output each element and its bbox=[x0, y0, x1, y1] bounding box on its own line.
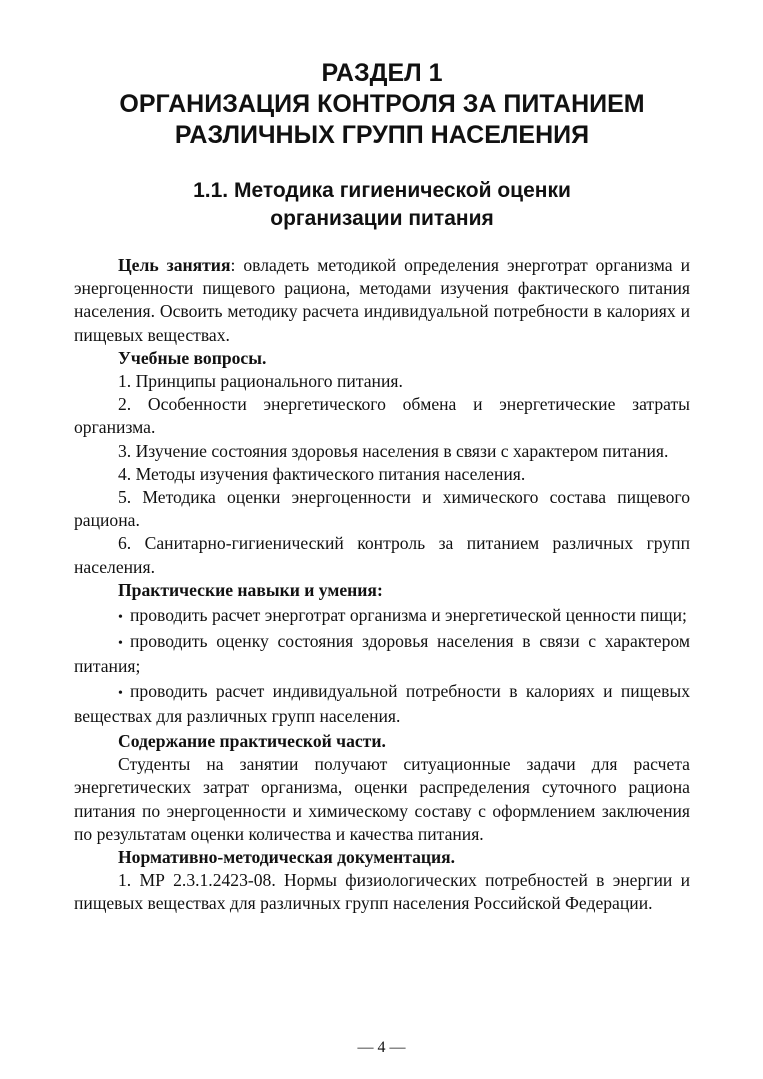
section-title bbox=[74, 58, 690, 151]
document-page bbox=[74, 52, 690, 916]
question-item: 5. Методика оценки энергоценности и химического состава пищевого рациона. bbox=[74, 487, 690, 531]
section-title-line-2: ОРГАНИЗАЦИЯ КОНТРОЛЯ ЗА ПИТАНИЕМ bbox=[119, 90, 645, 118]
section-title-line-1: РАЗДЕЛ 1 bbox=[321, 59, 443, 87]
goal-text: : овладеть методикой определения энерготрат организма и энергоценности пищевого рациона, методами изучения фактического питания населения. Освоить методику расчета индивидуальной потребности в калориях и пищевых веществах. bbox=[74, 255, 690, 345]
skill-item bbox=[74, 604, 690, 629]
skill-item bbox=[74, 680, 690, 728]
bullet-icon: • bbox=[118, 686, 123, 702]
question-item: 4. Методы изучения фактического питания населения. bbox=[118, 463, 526, 484]
page-number: — 4 — bbox=[357, 1039, 406, 1056]
question-item: 6. Санитарно-гигиенический контроль за питанием различных групп населения. bbox=[74, 533, 690, 577]
question-item: 3. Изучение состояния здоровья населения в связи с характером питания. bbox=[118, 440, 669, 461]
skill-text: проводить оценку состояния здоровья населения в связи с характером питания; bbox=[74, 631, 690, 677]
docs-heading: Нормативно-методическая документация. bbox=[118, 847, 456, 868]
skill-text: проводить расчет индивидуальной потребности в калориях и пищевых веществах для различных групп населения. bbox=[74, 681, 690, 727]
docs-item: 1. МР 2.3.1.2423-08. Нормы физиологических потребностей в энергии и пищевых веществах для различных групп населения Российской Федерации. bbox=[74, 870, 690, 914]
skill-item bbox=[74, 630, 690, 678]
goal-label: Цель занятия bbox=[118, 255, 231, 275]
skills-heading: Практические навыки и умения: bbox=[118, 579, 383, 600]
body-text bbox=[74, 254, 690, 916]
question-item: 1. Принципы рационального питания. bbox=[118, 371, 403, 392]
question-item: 2. Особенности энергетического обмена и энергетические затраты организма. bbox=[74, 394, 690, 438]
bullet-icon: • bbox=[118, 636, 123, 652]
bullet-icon: • bbox=[118, 609, 123, 625]
practice-paragraph: Студенты на занятии получают ситуационные задачи для расчета энергетических затрат организма, оценки распределения суточного рациона питания по энергоценности и химическому составу с оформлением заключения по результатам оценки количества и качества питания. bbox=[74, 754, 690, 844]
practice-heading: Содержание практической части. bbox=[118, 731, 386, 752]
skill-text: проводить расчет энерготрат организма и энергетической ценности пищи; bbox=[130, 604, 687, 625]
subsection-title-line-1: 1.1. Методика гигиенической оценки bbox=[193, 179, 571, 202]
goal-paragraph bbox=[74, 254, 690, 347]
subsection-title bbox=[74, 177, 690, 233]
subsection-title-line-2: организации питания bbox=[270, 207, 494, 230]
questions-heading: Учебные вопросы. bbox=[118, 347, 267, 368]
section-title-line-3: РАЗЛИЧНЫХ ГРУПП НАСЕЛЕНИЯ bbox=[174, 121, 590, 149]
